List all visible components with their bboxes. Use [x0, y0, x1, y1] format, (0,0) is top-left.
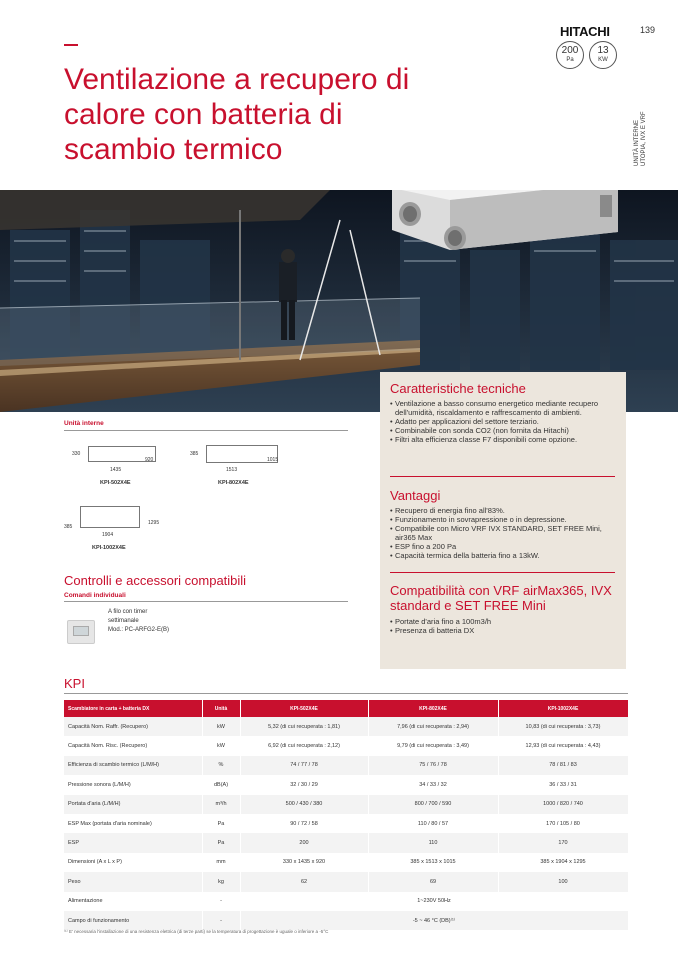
table-cell: - [202, 892, 240, 911]
unit-drawing-kpi-502 [72, 442, 182, 492]
dim-depth: 1295 [148, 520, 160, 526]
feature-item: • Combinabile con sonda CO2 (non fornita da Hitachi) [390, 426, 615, 435]
kpi-title: KPI [64, 676, 85, 691]
table-cell: Pa [202, 833, 240, 852]
divider [64, 430, 348, 431]
table-cell: 5,32 (di cui recuperata : 1,81) [240, 717, 368, 736]
table-cell: 78 / 81 / 83 [498, 756, 628, 775]
controller-model: Mod.: PC-ARFG2-E(B) [108, 627, 170, 633]
column-header: KPI-802X4E [368, 700, 498, 717]
unit-model: KPI-1002X4E [92, 545, 126, 551]
advantage-item: • Compatibile con Micro VRF IVX STANDARD, SET FREE Mini, air365 Max [390, 524, 615, 542]
table-cell: 32 / 30 / 29 [240, 775, 368, 794]
side-category-label [634, 86, 664, 166]
feature-item: • Adatto per applicazioni del settore terziario. [390, 417, 615, 426]
table-cell: m³/h [202, 795, 240, 814]
side-label-line1: UNITÀ INTERNE [634, 119, 640, 166]
compat-list [390, 617, 615, 635]
table-cell: 10,83 (di cui recuperata : 3,73) [498, 717, 628, 736]
table-row [64, 736, 628, 755]
table-cell: - [202, 911, 240, 930]
table-cell: 34 / 33 / 32 [368, 775, 498, 794]
table-cell: Peso [64, 872, 202, 891]
pressure-badge-unit: Pa [566, 57, 574, 63]
table-cell: 385 x 1904 x 1295 [498, 853, 628, 872]
table-cell: 110 / 80 / 57 [368, 814, 498, 833]
table-row [64, 872, 628, 891]
advantage-item: • ESP fino a 200 Pa [390, 542, 615, 551]
table-cell: 75 / 76 / 78 [368, 756, 498, 775]
unit-outline [80, 506, 140, 528]
table-cell: 200 [240, 833, 368, 852]
table-cell: Campo di funzionamento [64, 911, 202, 930]
column-header: Scambiatore in carta + batteria DX [64, 700, 202, 717]
table-header-row [64, 700, 628, 717]
table-cell: 74 / 77 / 78 [240, 756, 368, 775]
table-cell: 500 / 430 / 380 [240, 795, 368, 814]
column-header: KPI-502X4E [240, 700, 368, 717]
divider [390, 572, 615, 573]
table-cell: Pa [202, 814, 240, 833]
table-cell: 6,92 (di cui recuperata : 2,12) [240, 736, 368, 755]
controls-title: Controlli e accessori compatibili [64, 573, 247, 588]
table-cell: 800 / 700 / 590 [368, 795, 498, 814]
dim-width: 1904 [102, 532, 114, 538]
table-cell: 12,93 (di cui recuperata : 4,43) [498, 736, 628, 755]
table-cell: 62 [240, 872, 368, 891]
controller-line: A filo con timer [108, 609, 148, 615]
dim-height: 385 [64, 524, 73, 530]
table-cell: 170 / 105 / 80 [498, 814, 628, 833]
table-cell: 1000 / 820 / 740 [498, 795, 628, 814]
controller-line: settimanale [108, 618, 139, 624]
compat-item: • Presenza di batteria DX [390, 626, 615, 635]
column-header: Unità [202, 700, 240, 717]
table-cell: 330 x 1435 x 920 [240, 853, 368, 872]
dim-width: 1513 [226, 467, 238, 473]
dim-height: 330 [72, 451, 81, 457]
table-cell: kW [202, 717, 240, 736]
table-cell: dB(A) [202, 775, 240, 794]
dim-depth: 920 [145, 457, 154, 463]
brand-logo: HITACHI [560, 24, 610, 39]
dim-width: 1435 [110, 467, 122, 473]
table-cell: 9,79 (di cui recuperata : 3,49) [368, 736, 498, 755]
pressure-badge-value: 200 [561, 45, 579, 56]
capacity-badge-unit: KW [598, 57, 608, 63]
table-row [64, 814, 628, 833]
table-row [64, 853, 628, 872]
advantage-item: • Funzionamento in sovrapressione o in depressione. [390, 515, 615, 524]
table-cell: % [202, 756, 240, 775]
unit-model: KPI-802X4E [218, 480, 249, 486]
page-title: Ventilazione a recupero di calore con batteria di scambio termico [64, 63, 410, 166]
table-cell: 110 [368, 833, 498, 852]
advantage-item: • Recupero di energia fino all'83%. [390, 506, 615, 515]
divider [64, 601, 348, 602]
table-cell: ESP [64, 833, 202, 852]
table-row [64, 833, 628, 852]
table-cell: Capacità Nom. Raffr. (Recupero) [64, 717, 202, 736]
dim-height: 385 [190, 451, 199, 457]
table-cell: 1~230V 50Hz [240, 892, 628, 911]
unit-drawing-kpi-802 [190, 442, 310, 492]
divider [390, 476, 615, 477]
table-cell: 36 / 33 / 31 [498, 775, 628, 794]
unit-drawing-kpi-1002 [64, 500, 174, 556]
side-label-line2: UTOPIA, IVX E VRF [641, 111, 647, 166]
pressure-badge [556, 41, 584, 69]
feature-item: • Ventilazione a basso consumo energetico mediante recupero dell'umidità, riscaldamento e raffrescamento di ambienti. [390, 399, 615, 417]
title-accent-dash [64, 44, 78, 46]
units-section-label: Unità interne [64, 420, 104, 427]
compat-item: • Portate d'aria fino a 100m3/h [390, 617, 615, 626]
unit-model: KPI-502X4E [100, 480, 131, 486]
table-row [64, 775, 628, 794]
table-footnote: ⁽¹⁾ E' necessaria l'installazione di una resistenza elettrica (di terze parti) se la temperatura di progettazione è uguale o inferiore a -5°C [64, 929, 329, 934]
table-row [64, 892, 628, 911]
controls-label: Comandi individuali [64, 592, 126, 599]
table-cell: Pressione sonora (L/M/H) [64, 775, 202, 794]
advantage-item: • Capacità termica della batteria fino a 13kW. [390, 551, 615, 560]
compat-title: Compatibilità con VRF airMax365, IVX standard e SET FREE Mini [390, 583, 612, 613]
features-title: Caratteristiche tecniche [390, 381, 526, 396]
table-cell: Alimentazione [64, 892, 202, 911]
advantages-title: Vantaggi [390, 488, 441, 503]
table-cell: Efficienza di scambio termico (L/M/H) [64, 756, 202, 775]
column-header: KPI-1002X4E [498, 700, 628, 717]
table-cell: -5 ~ 46 °C (DB)⁽¹⁾ [240, 911, 628, 930]
table-cell: kg [202, 872, 240, 891]
table-cell: kW [202, 736, 240, 755]
table-cell: Portata d'aria (L/M/H) [64, 795, 202, 814]
feature-item: • Filtri alta efficienza classe F7 disponibili come opzione. [390, 435, 615, 444]
table-cell: 100 [498, 872, 628, 891]
table-cell: 7,96 (di cui recuperata : 2,94) [368, 717, 498, 736]
page-number: 139 [640, 25, 656, 35]
controller-description [108, 608, 169, 635]
remote-controller-image [67, 620, 95, 644]
table-cell: 69 [368, 872, 498, 891]
table-row [64, 717, 628, 736]
table-cell: 385 x 1513 x 1015 [368, 853, 498, 872]
table-cell: 90 / 72 / 58 [240, 814, 368, 833]
table-row [64, 795, 628, 814]
capacity-badge-value: 13 [597, 45, 609, 56]
advantages-list [390, 506, 615, 560]
features-list [390, 399, 615, 444]
divider [64, 693, 628, 694]
table-cell: Dimensioni (A x L x P) [64, 853, 202, 872]
table-cell: ESP Max (portata d'aria nominale) [64, 814, 202, 833]
dim-depth: 1015 [267, 457, 279, 463]
capacity-badge [589, 41, 617, 69]
table-cell: Capacità Nom. Risc. (Recupero) [64, 736, 202, 755]
kpi-table [64, 700, 629, 930]
table-cell: 170 [498, 833, 628, 852]
table-row [64, 756, 628, 775]
table-cell: mm [202, 853, 240, 872]
table-row [64, 911, 628, 930]
